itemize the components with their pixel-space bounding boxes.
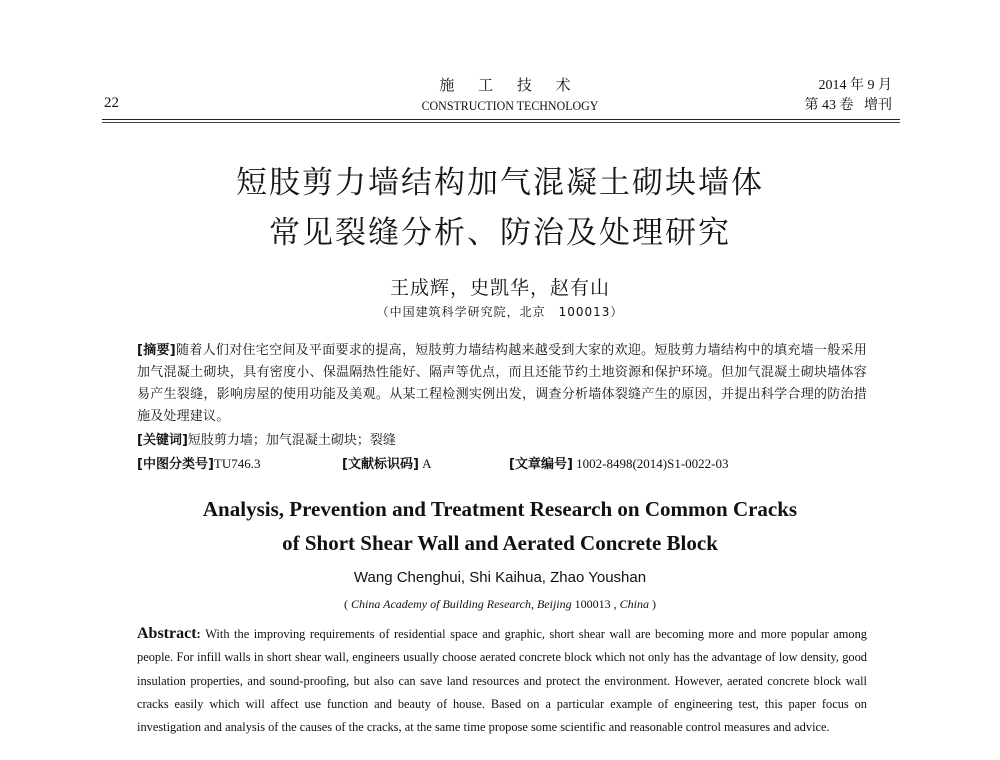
clc-number: [137, 454, 260, 475]
abstract-en-text: With the improving requirements of residential space and graphic, short shear wall are becoming more and more popular among people. For infill walls in short shear wall, engineers usually choose aerated concrete block which not only has the advantage of low density, good insulation properties, and sound-proofing, but also can save land resources and protect the environment. However, aerated concrete block wall cracks easily which will affect use function and beauty of house. Based on a particular example of engineering test, this paper focus on investigation and analysis of the causes of the cracks, at the same time propose some scientific and reasonable control measures and advice.: [137, 627, 867, 735]
authors-en: Wang Chenghui, Shi Kaihua, Zhao Youshan: [353, 569, 647, 586]
document-code-label: [文献标识码]: [342, 457, 419, 472]
paper-title-en-line2: of Short Shear Wall and Aerated Concrete Block: [282, 531, 718, 555]
paper-title-en-line1: Analysis, Prevention and Treatment Research on Common Cracks: [202, 497, 798, 521]
affiliation-en-country: China: [619, 597, 649, 611]
page-number: 22: [104, 95, 119, 111]
journal-name-cn: 施 工 技 术: [439, 78, 581, 94]
header-rule-double: [102, 122, 900, 123]
authors-cn: 王成辉，史凯华，赵有山: [389, 277, 610, 299]
affiliation-en-postcode: 100013 ,: [571, 597, 620, 611]
volume-number: 第 43 卷: [804, 98, 854, 113]
affiliation-cn: （中国建筑科学研究院，北京 100013）: [376, 305, 624, 319]
issue-volume: [805, 96, 893, 116]
issue-date: 2014 年 9 月: [818, 78, 892, 93]
affiliation-en-org: China Academy of Building Research, Beijing: [351, 597, 572, 611]
document-code-value: A: [418, 456, 432, 471]
article-number-value: 1002-8498(2014)S1-0022-03: [572, 456, 729, 471]
abstract-en: [137, 622, 867, 739]
clc-label: [中图分类号]: [137, 457, 214, 472]
journal-name-en: CONSTRUCTION TECHNOLOGY: [421, 98, 599, 113]
journal-name: [380, 76, 640, 116]
header-rule: [102, 119, 900, 120]
issue-info: [805, 76, 893, 116]
paper-title-cn: [0, 158, 1000, 258]
issue-supplement: 增刊: [864, 98, 892, 113]
article-number: [509, 454, 729, 475]
keywords-cn: [137, 431, 867, 451]
affiliation-en: ( China Academy of Building Research, Beijing 100013 , China ): [344, 597, 656, 611]
paper-title-en: [0, 492, 1000, 560]
abstract-cn: [137, 340, 867, 428]
paper-title-cn-line2: 常见裂缝分析、防治及处理研究: [269, 215, 731, 251]
keywords-cn-text: 短肢剪力墙；加气混凝土砌块；裂缝: [187, 433, 396, 448]
paper-title-cn-line1: 短肢剪力墙结构加气混凝土砌块墙体: [236, 165, 764, 201]
document-code: [342, 454, 432, 475]
abstract-en-separator: :: [196, 627, 206, 641]
keywords-cn-label: [关键词]: [137, 433, 188, 448]
article-number-label: [文章编号]: [509, 457, 573, 472]
abstract-cn-text: 随着人们对住宅空间及平面要求的提高，短肢剪力墙结构越来越受到大家的欢迎。短肢剪力墙结构中的填充墙一般采用加气混凝土砌块，具有密度小、保温隔热性能好、隔声等优点，而且还能节约土地资源和保护环境。但加气混凝土砌块墙体容易产生裂缝，影响房屋的使用功能及美观。从某工程检测实例出发，调查分析墙体裂缝产生的原因，并提出科学合理的防治措施及处理建议。: [137, 343, 867, 424]
abstract-en-label: Abstract: [137, 625, 197, 642]
abstract-cn-label: [摘要]: [137, 343, 176, 358]
clc-value: TU746.3: [213, 456, 261, 471]
